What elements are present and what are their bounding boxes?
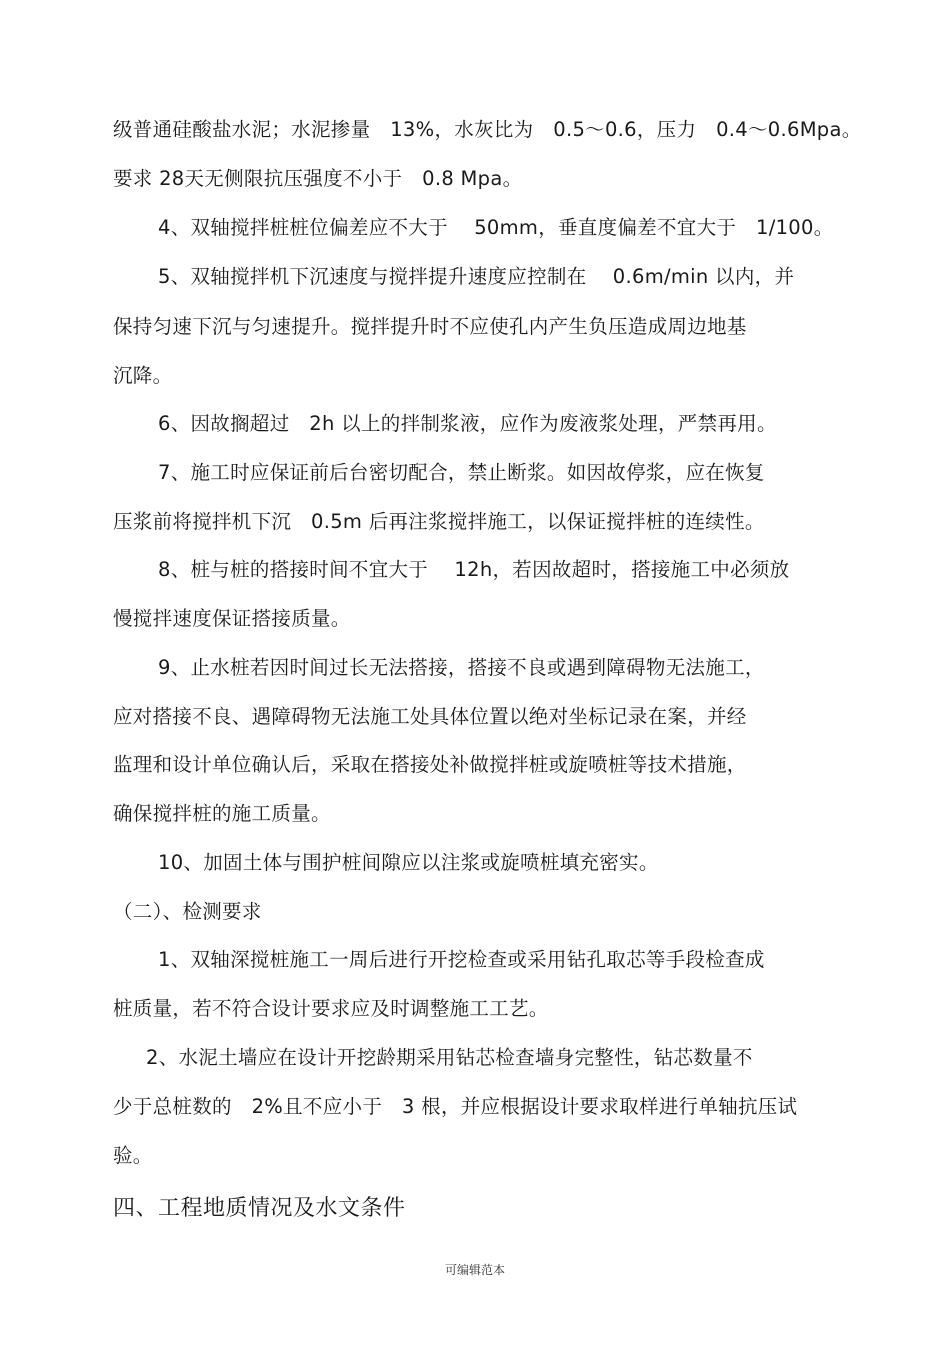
text-line-15: 确保搅拌桩的施工质量。 (113, 802, 331, 825)
text-line-6: 沉降。 (113, 364, 173, 387)
text-line-19: 桩质量，若不符合设计要求应及时调整施工工艺。 (113, 997, 549, 1020)
text-line-7: 6、因故搁超过 2h 以上的拌制浆液，应作为废液浆处理，严禁再用。 (158, 412, 777, 435)
text-line-21: 少于总桩数的 2%且不应小于 3 根，并应根据设计要求取样进行单轴抗压试 (113, 1095, 798, 1118)
text-line-4: 5、双轴搅拌机下沉速度与搅拌提升速度应控制在 0.6m/min 以内，并 (158, 265, 795, 288)
text-line-2: 要求 28天无侧限抗压强度不小于 0.8 Mpa。 (113, 167, 523, 190)
text-line-22: 验。 (113, 1144, 153, 1167)
text-line-18: 1、双轴深搅桩施工一周后进行开挖检查或采用钻孔取芯等手段检查成 (158, 948, 765, 971)
page-footer: 可编辑范本 (444, 1263, 505, 1277)
text-line-16: 10、加固土体与围护桩间隙应以注浆或旋喷桩填充密实。 (158, 851, 659, 874)
text-line-14: 监理和设计单位确认后，采取在搭接处补做搅拌桩或旋喷桩等技术措施， (113, 753, 747, 776)
text-line-1: 级普通硅酸盐水泥；水泥掺量 13%，水灰比为 0.5～0.6，压力 0.4～0.6Mpa。 (113, 118, 862, 141)
text-line-9: 压浆前将搅拌机下沉 0.5m 后再注浆搅拌施工，以保证搅拌桩的连续性。 (113, 510, 765, 533)
text-line-8: 7、施工时应保证前后台密切配合，禁止断浆。如因故停浆，应在恢复 (158, 461, 765, 484)
text-line-3: 4、双轴搅拌桩桩位偏差应不大于 50mm，垂直度偏差不宜大于 1/100。 (158, 216, 834, 239)
section-heading: 四、工程地质情况及水文条件 (113, 1196, 406, 1221)
text-line-20: 2、水泥土墙应在设计开挖龄期采用钻芯检查墙身完整性，钻芯数量不 (146, 1046, 753, 1069)
text-line-13: 应对搭接不良、遇障碍物无法施工处具体位置以绝对坐标记录在案，并经 (113, 705, 747, 728)
section-subheading: （二）、检测要求 (113, 900, 262, 923)
text-line-5: 保持匀速下沉与匀速提升。搅拌提升时不应使孔内产生负压造成周边地基 (113, 315, 747, 338)
text-line-11: 慢搅拌速度保证搭接质量。 (113, 607, 351, 630)
text-line-10: 8、桩与桩的搭接时间不宜大于 12h，若因故超时，搭接施工中必须放 (158, 558, 790, 581)
text-line-12: 9、止水桩若因时间过长无法搭接，搭接不良或遇到障碍物无法施工， (158, 656, 765, 679)
